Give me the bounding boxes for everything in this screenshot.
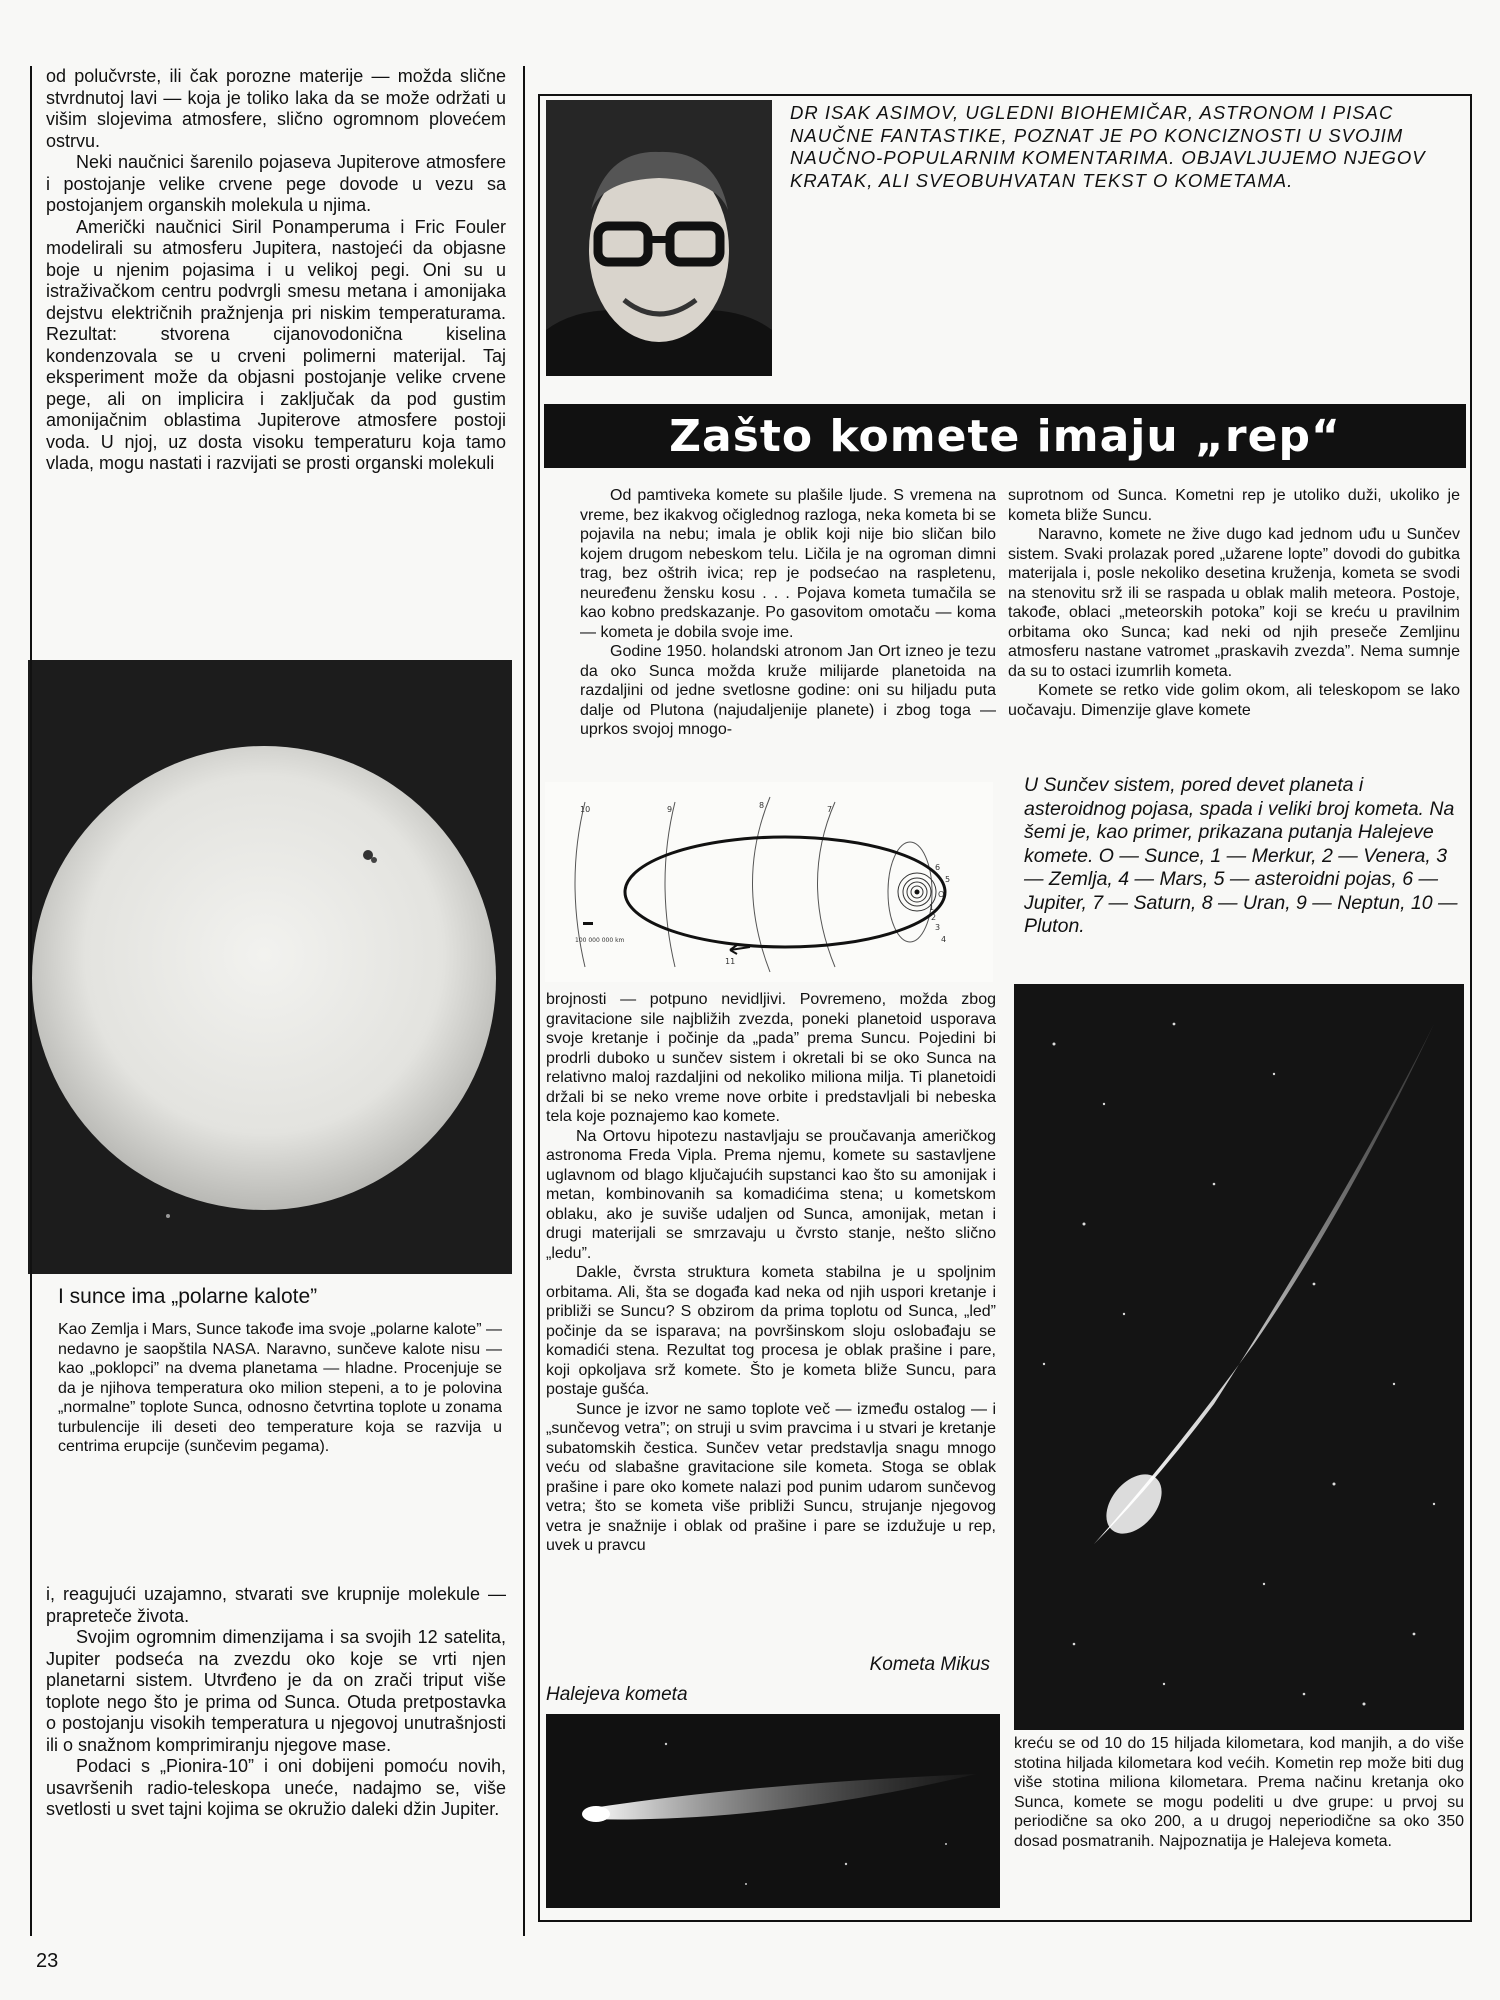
sun-caption-body: Kao Zemlja i Mars, Sunce takođe ima svoje „polarne kalote” — nedavno je saopštila NASA. Naravno, sunčeve kalote nisu — kao „poklopci” na dvema planetama — hladne. Procenjuje se da je njihova temperatura oko milion stepeni, a to je polovina „normalne” toplote Sunca, odnosno četvrtina toplote u zonama turbulencije ili deseti deo temperature koja se razvija u centrima erupcije (sunčevim pegama). bbox=[58, 1321, 502, 1455]
paragraph: Dakle, čvrsta struktura kometa stabilna je u spoljnim orbitama. Ali, šta se događa kad neka od njih uspori kretanje i približi se Suncu? S obzirom da prima toplotu od Sunca, „led” počinje da se isparava; na površinskom sloju oslobađaju se komadići stena. Rezultat tog procesa je oblak prašine i pare, koji opkoljava srž komete. Što je kometa bliže Suncu, para postaje gušća. bbox=[546, 1264, 996, 1398]
paragraph: Svojim ogromnim dimenzijama i sa svojih 12 satelita, Jupiter podseća na zvezdu oko koje se vrti njen planetarni sistem. Utvrđeno je da on zrači triput više toplote nego što je prima od Sunca. Otuda pretpostavka o postojanju visokih temperatura u njegovoj unutrašnjosti ili o snažnom komprimiranju njegove mase. bbox=[46, 1627, 506, 1755]
paragraph: Američki naučnici Siril Ponamperuma i Fric Fouler modelirali su atmosferu Jupitera, nastojeći da objasne boje u njenim pojasima i u velikoj pegi. Oni su u istraživačkom centru podvrgli smesu metana i amonijaka dejstvu električnih pražnjenja pri niskim temperaturama. Rezultat: stvorena cijanovodonična kiselina kondenzovala se u crveni polimerni materijal. Taj eksperiment može da objasni postojanje velike crvene pege, ali on implicira i zaključak da pod gustim amonijačnim oblastima Jupiterove atmosfere postoji voda. U njoj, uz dosta visoku temperaturu koja tamo vlada, mogu nastati i razvijati se prosti organski molekuli bbox=[46, 216, 506, 473]
paragraph: Komete se retko vide golim okom, ali teleskopom se lako uočavaju. Dimenzije glave komete bbox=[1008, 682, 1460, 719]
diagram-label: 6 bbox=[935, 863, 941, 872]
diagram-label: 11 bbox=[725, 957, 736, 966]
diagram-label: 5 bbox=[945, 875, 951, 884]
article-col2-top bbox=[1008, 486, 1460, 720]
diagram-label: 4 bbox=[941, 935, 947, 944]
headline-banner bbox=[544, 404, 1466, 468]
sun-image bbox=[28, 660, 512, 1274]
paragraph: Neki naučnici šarenilo pojaseva Jupiterove atmosfere i postojanje velike crvene pege dovode u vezu sa postojanjem organskih molekula u njima. bbox=[46, 152, 506, 215]
diagram-label: 9 bbox=[667, 805, 673, 814]
left-column-bottom-text bbox=[46, 1584, 506, 1821]
diagram-label: 3 bbox=[935, 923, 941, 932]
paragraph: Na Ortovu hipotezu nastavljaju se proučavanja američkog astronoma Freda Vipla. Prema njemu, komete su sastavljene uglavnom od blago ključajućih supstanci kao što su amonijak i metan, kombinovanih sa komadićima stena; u kometskom oblaku, ako je suviše udaljen od Sunca, amonijak, metan i drugi materijali se smrzavaju u čvrsto stanje, nešto slično „ledu”. bbox=[546, 1127, 996, 1262]
halley-comet-photo bbox=[546, 1714, 1000, 1908]
halley-comet-caption: Halejeva kometa bbox=[546, 1684, 688, 1705]
diagram-scale: 100 000 000 km bbox=[575, 937, 625, 944]
headline: Zašto komete imaju „rep“ bbox=[669, 410, 1341, 462]
box-border-top bbox=[538, 94, 1472, 96]
box-border-bottom bbox=[538, 1920, 1472, 1922]
paragraph: Sunce je izvor ne samo toplote več — između ostalog — i „sunčevog vetra”; on struji u svim pravcima i u stvari je kretanje subatomskih čestica. Sunčev vetar predstavlja snagu mnogo veću od slabašne gravitacione sile kometa. Stoga se oblak prašine i pare oko komete nalazi pod punim udarom sunčevog vetra; što se kometa više približi Suncu, strujanje njegovog vetra je snažnije i oblak od prašine i pare se izdužuje u rep, uvek u pravcu bbox=[546, 1400, 996, 1554]
box-border-left bbox=[538, 94, 540, 1922]
halley-comet-image bbox=[546, 1714, 1000, 1908]
diagram-caption: U Sunčev sistem, pored devet planeta i asteroidnog pojasa, spada i veliki broj kometa. Na šemi je, kao primer, prikazana putanja Halejeve komete. O — Sunce, 1 — Merkur, 2 — Venera, 3 — Zemlja, 4 — Mars, 5 — asteroidni pojas, 6 — Jupiter, 7 — Saturn, 8 — Uran, 9 — Neptun, 10 — Pluton. bbox=[1024, 774, 1458, 937]
left-column-top-text bbox=[46, 66, 506, 475]
article-col1-top bbox=[580, 486, 996, 740]
page-number: 23 bbox=[36, 1950, 59, 1972]
diagram-label: 8 bbox=[759, 801, 765, 810]
intro-text: DR ISAK ASIMOV, UGLEDNI BIOHEMIČAR, ASTRONOM I PISAC NAUČNE FANTASTIKE, POZNAT JE PO KONCIZNOSTI U SVOJIM NAUČNO-POPULARNIM KOMENTARIMA. OBJAVLJUJEMO NJEGOV KRATAK, ALI SVEOBUHVATAN TEKST O KOMETAMA. bbox=[790, 102, 1426, 191]
column-rule bbox=[30, 66, 32, 1936]
paragraph: brojnosti — potpuno nevidljivi. Povremeno, možda zbog gravitacione sile najbližih zvezda, poneki planetoid usporava svoje kretanje i počinje da „pada” prema Suncu. Pojedini bi prodrli duboko u sunčev sistem i okretali bi se oko Sunca na relativno maloj razdaljini od nekoliko miliona milja. Ti planetoidi držali bi se neko vreme nove orbite i predstavljali bi nebeska tela koje poznajemo kao komete. bbox=[546, 991, 996, 1125]
diagram-label: 7 bbox=[827, 805, 833, 814]
paragraph: suprotnom od Sunca. Kometni rep je utoliko duži, ukoliko je kometa bliže Suncu. bbox=[1008, 487, 1460, 524]
paragraph: Godine 1950. holandski atronom Jan Ort izneo je tezu da oko Sunca možda kruže milijarde planetoida na razdaljini od jedne svetlosne godine: oni su hiljadu puta dalje od Plutona (najudaljenije planete) i zbog toga — uprkos svojoj mnogo- bbox=[580, 643, 996, 738]
diagram-label: O bbox=[938, 890, 945, 899]
paragraph: i, reagujući uzajamno, stvarati sve krupnije molekule — prapreteče života. bbox=[46, 1584, 506, 1626]
article-col2-bottom: kreću se od 10 do 15 hiljada kilometara, kod manjih, a do više stotina hiljada kilometara kod većih. Kometin rep može biti dug više stotina miliona kilometara. Prema načinu kretanja oko Sunca, komete se mogu podeliti u dve grupe: u prvoj su periodične sa oko 200, a u drugoj neperiodične sa oko 350 dosad posmatranih. Najpoznatija je Halejeva kometa. bbox=[1014, 1735, 1464, 1850]
box-border-right bbox=[1470, 94, 1472, 1922]
comet-mikus-caption: Kometa Mikus bbox=[869, 1654, 990, 1675]
diagram-label: 10 bbox=[580, 805, 591, 814]
halley-orbit-diagram bbox=[545, 782, 993, 982]
comet-mikus-photo bbox=[1014, 984, 1464, 1730]
diagram-label: 1 bbox=[929, 903, 935, 912]
paragraph: Naravno, komete ne žive dugo kad jednom uđu u Sunčev sistem. Svaki prolazak pored „užarene lopte” dovodi do gubitka materijala i, posle nekoliko desetina kruženja, kometa se svodi na stenovitu srž ili se raspada u oblak malih meteora. Postoje, takođe, oblaci „meteorskih potoka” koji se kreću u pravilnim orbitama oko Sunca; kad neki od njih preseče Zemljinu atmosferu nastane vatromet „praskavih zvezda”. Nema sumnje da su to ostaci izumrlih kometa. bbox=[1008, 526, 1460, 680]
comet-mikus-image bbox=[1014, 984, 1464, 1730]
orbit-diagram bbox=[545, 782, 993, 982]
article-col1-mid bbox=[546, 990, 996, 1556]
portrait-image bbox=[546, 100, 772, 376]
sun-photo bbox=[28, 660, 512, 1274]
column-rule bbox=[523, 66, 525, 1936]
asimov-portrait bbox=[546, 100, 772, 376]
paragraph: Podaci s „Pionira-10” i oni dobijeni pomoću novih, usavršenih radio-teleskopa uneće, nadajmo se, više svetlosti u svet tajni kojima se okružio daleki džin Jupiter. bbox=[46, 1756, 506, 1819]
paragraph: Od pamtiveka komete su plašile ljude. S vremena na vreme, bez ikakvog očiglednog razloga, neka kometa bi se pojavila na nebu; imala je oblik koji nije bio sličan bilo kojem drugom nebeskom telu. Ličila je na ogroman dimni trag, bez oštrih ivica; rep je podsećao na raspletenu, neuređenu žensku kosu . . . Pojava kometa tumačila se kao kobno predskazanje. Po gasovitom omotaču — koma — kometa je dobila svoje ime. bbox=[580, 487, 996, 641]
sun-caption-title: I sunce ima „polarne kalote” bbox=[58, 1285, 318, 1308]
paragraph: od polučvrste, ili čak porozne materije — možda slične stvrdnutoj lavi — koja je toliko laka da se može održati u višim slojevima atmosfere, slično ogromnom plovećem ostrvu. bbox=[46, 66, 506, 151]
diagram-label: 2 bbox=[931, 913, 937, 922]
